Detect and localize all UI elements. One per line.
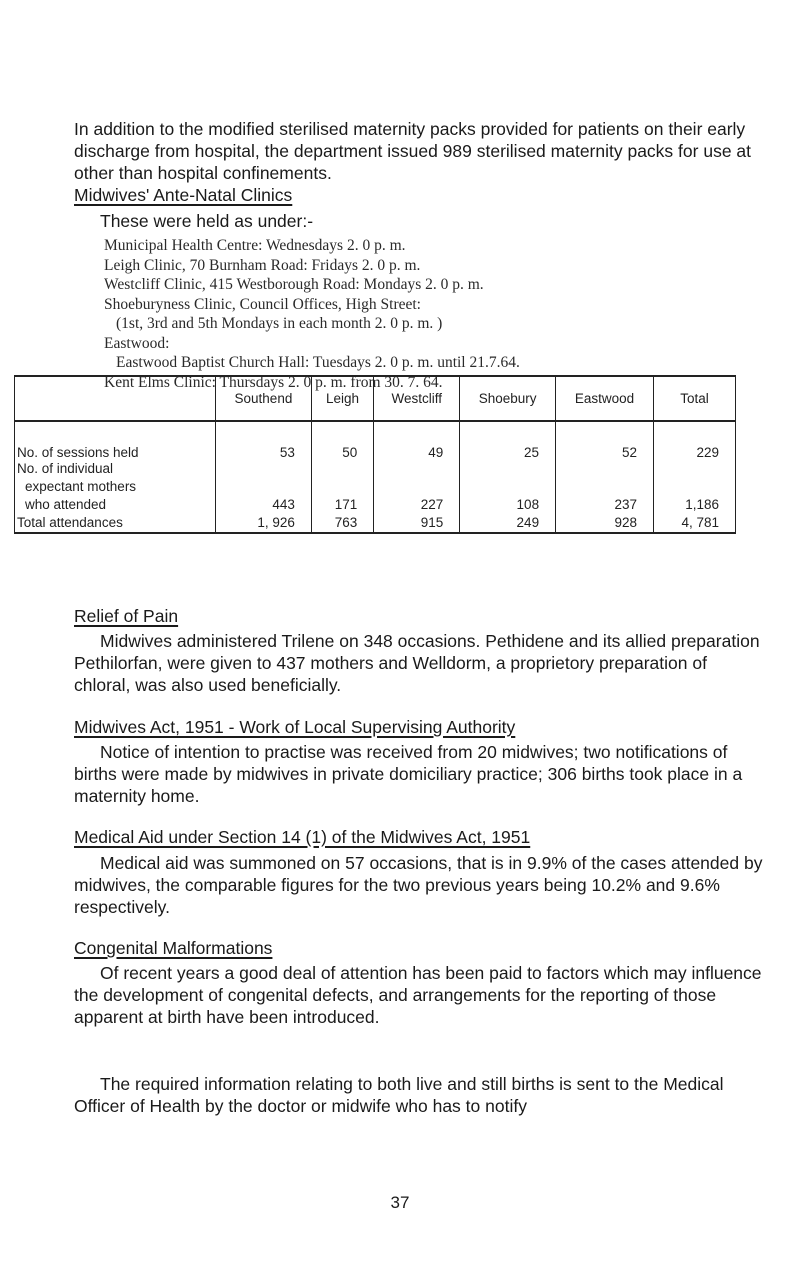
congenital-heading: Congenital Malformations bbox=[74, 938, 273, 958]
table-row bbox=[15, 421, 736, 460]
clinic-line: Eastwood Baptist Church Hall: Tuesdays 2. 0 p. m. until 21.7.64. bbox=[116, 354, 520, 371]
clinic-line: Leigh Clinic, 70 Burnham Road: Fridays 2. 0 p. m. bbox=[104, 256, 421, 274]
clinic-line: Westcliff Clinic, 415 Westborough Road: Mondays 2. 0 p. m. bbox=[104, 276, 484, 293]
intro-paragraph: In addition to the modified sterilised maternity packs provided for patients on their early discharge from hospital, the department issued 989 sterilised maternity packs for use at other than hospital confinements. bbox=[74, 119, 752, 183]
clinic-line: (1st, 3rd and 5th Mondays in each month 2. 0 p. m. ) bbox=[116, 315, 443, 332]
act-heading: Midwives Act, 1951 - Work of Local Supervising Authority bbox=[74, 717, 516, 737]
table-cell: 1,186 bbox=[653, 460, 735, 514]
clinics-heading: Midwives' Ante-Natal Clinics bbox=[74, 185, 293, 205]
clinics-lead: These were held as under:- bbox=[100, 211, 314, 231]
table-cell: 4, 781 bbox=[653, 514, 735, 533]
clinic-line: Eastwood: bbox=[104, 334, 170, 352]
table-cell: 443 bbox=[216, 460, 312, 514]
medical-aid-paragraph: Medical aid was summoned on 57 occasions, that is in 9.9% of the cases attended by midwives, the comparable figures for the two previous years being 10.2% and 9.6% respectively. bbox=[74, 853, 763, 917]
column-header: Total bbox=[653, 376, 735, 421]
sessions-table bbox=[14, 375, 736, 534]
table-cell: 763 bbox=[311, 514, 373, 533]
medical-aid-heading: Medical Aid under Section 14 (1) of the Midwives Act, 1951 bbox=[74, 827, 531, 847]
table-cell: 49 bbox=[374, 421, 460, 460]
table-cell: 25 bbox=[460, 421, 556, 460]
act-paragraph: Notice of intention to practise was received from 20 midwives; two notifications of births were made by midwives in private domiciliary practice; 306 births took place in a maternity home. bbox=[74, 742, 743, 806]
column-header: Eastwood bbox=[556, 376, 654, 421]
table-row bbox=[15, 460, 736, 514]
column-header: Westcliff bbox=[374, 376, 460, 421]
table-header-row bbox=[15, 376, 736, 421]
table-cell: 53 bbox=[216, 421, 312, 460]
table-cell: 1, 926 bbox=[216, 514, 312, 533]
clinic-line: Municipal Health Centre: Wednesdays 2. 0 p. m. bbox=[104, 237, 406, 254]
table-cell: 227 bbox=[374, 460, 460, 514]
row-label: Total attendances bbox=[15, 514, 216, 533]
clinic-line: Shoeburyness Clinic, Council Offices, High Street: bbox=[104, 295, 421, 313]
clinics-list bbox=[104, 236, 520, 392]
table-header-blank bbox=[15, 376, 216, 421]
congenital-paragraph-1: Of recent years a good deal of attention has been paid to factors which may influence the development of congenital defects, and arrangements for the reporting of those apparent at birth have been introduced. bbox=[74, 963, 762, 1027]
table-cell: 171 bbox=[311, 460, 373, 514]
clinic-line: Kent Elms Clinic: Thursdays 2. 0 p. m. from 30. 7. 64. bbox=[104, 373, 443, 391]
table-row bbox=[15, 514, 736, 533]
row-label: No. of individual expectant mothers who attended bbox=[15, 460, 216, 514]
table-cell: 928 bbox=[556, 514, 654, 533]
table-cell: 50 bbox=[311, 421, 373, 460]
column-header: Southend bbox=[216, 376, 312, 421]
table-cell: 237 bbox=[556, 460, 654, 514]
table-cell: 108 bbox=[460, 460, 556, 514]
relief-paragraph: Midwives administered Trilene on 348 occasions. Pethidene and its allied preparation Pethilorfan, were given to 437 mothers and Welldorm, a proprietory preparation of chloral, was also used beneficially. bbox=[74, 631, 760, 695]
row-label: No. of sessions held bbox=[15, 421, 216, 460]
table-cell: 915 bbox=[374, 514, 460, 533]
table-cell: 229 bbox=[653, 421, 735, 460]
column-header: Leigh bbox=[311, 376, 373, 421]
table-cell: 52 bbox=[556, 421, 654, 460]
table-cell: 249 bbox=[460, 514, 556, 533]
column-header: Shoebury bbox=[460, 376, 556, 421]
page-number: 37 bbox=[390, 1193, 410, 1212]
relief-heading: Relief of Pain bbox=[74, 606, 179, 626]
congenital-paragraph-2: The required information relating to both live and still births is sent to the Medical Officer of Health by the doctor or midwife who has to notify bbox=[74, 1074, 724, 1116]
